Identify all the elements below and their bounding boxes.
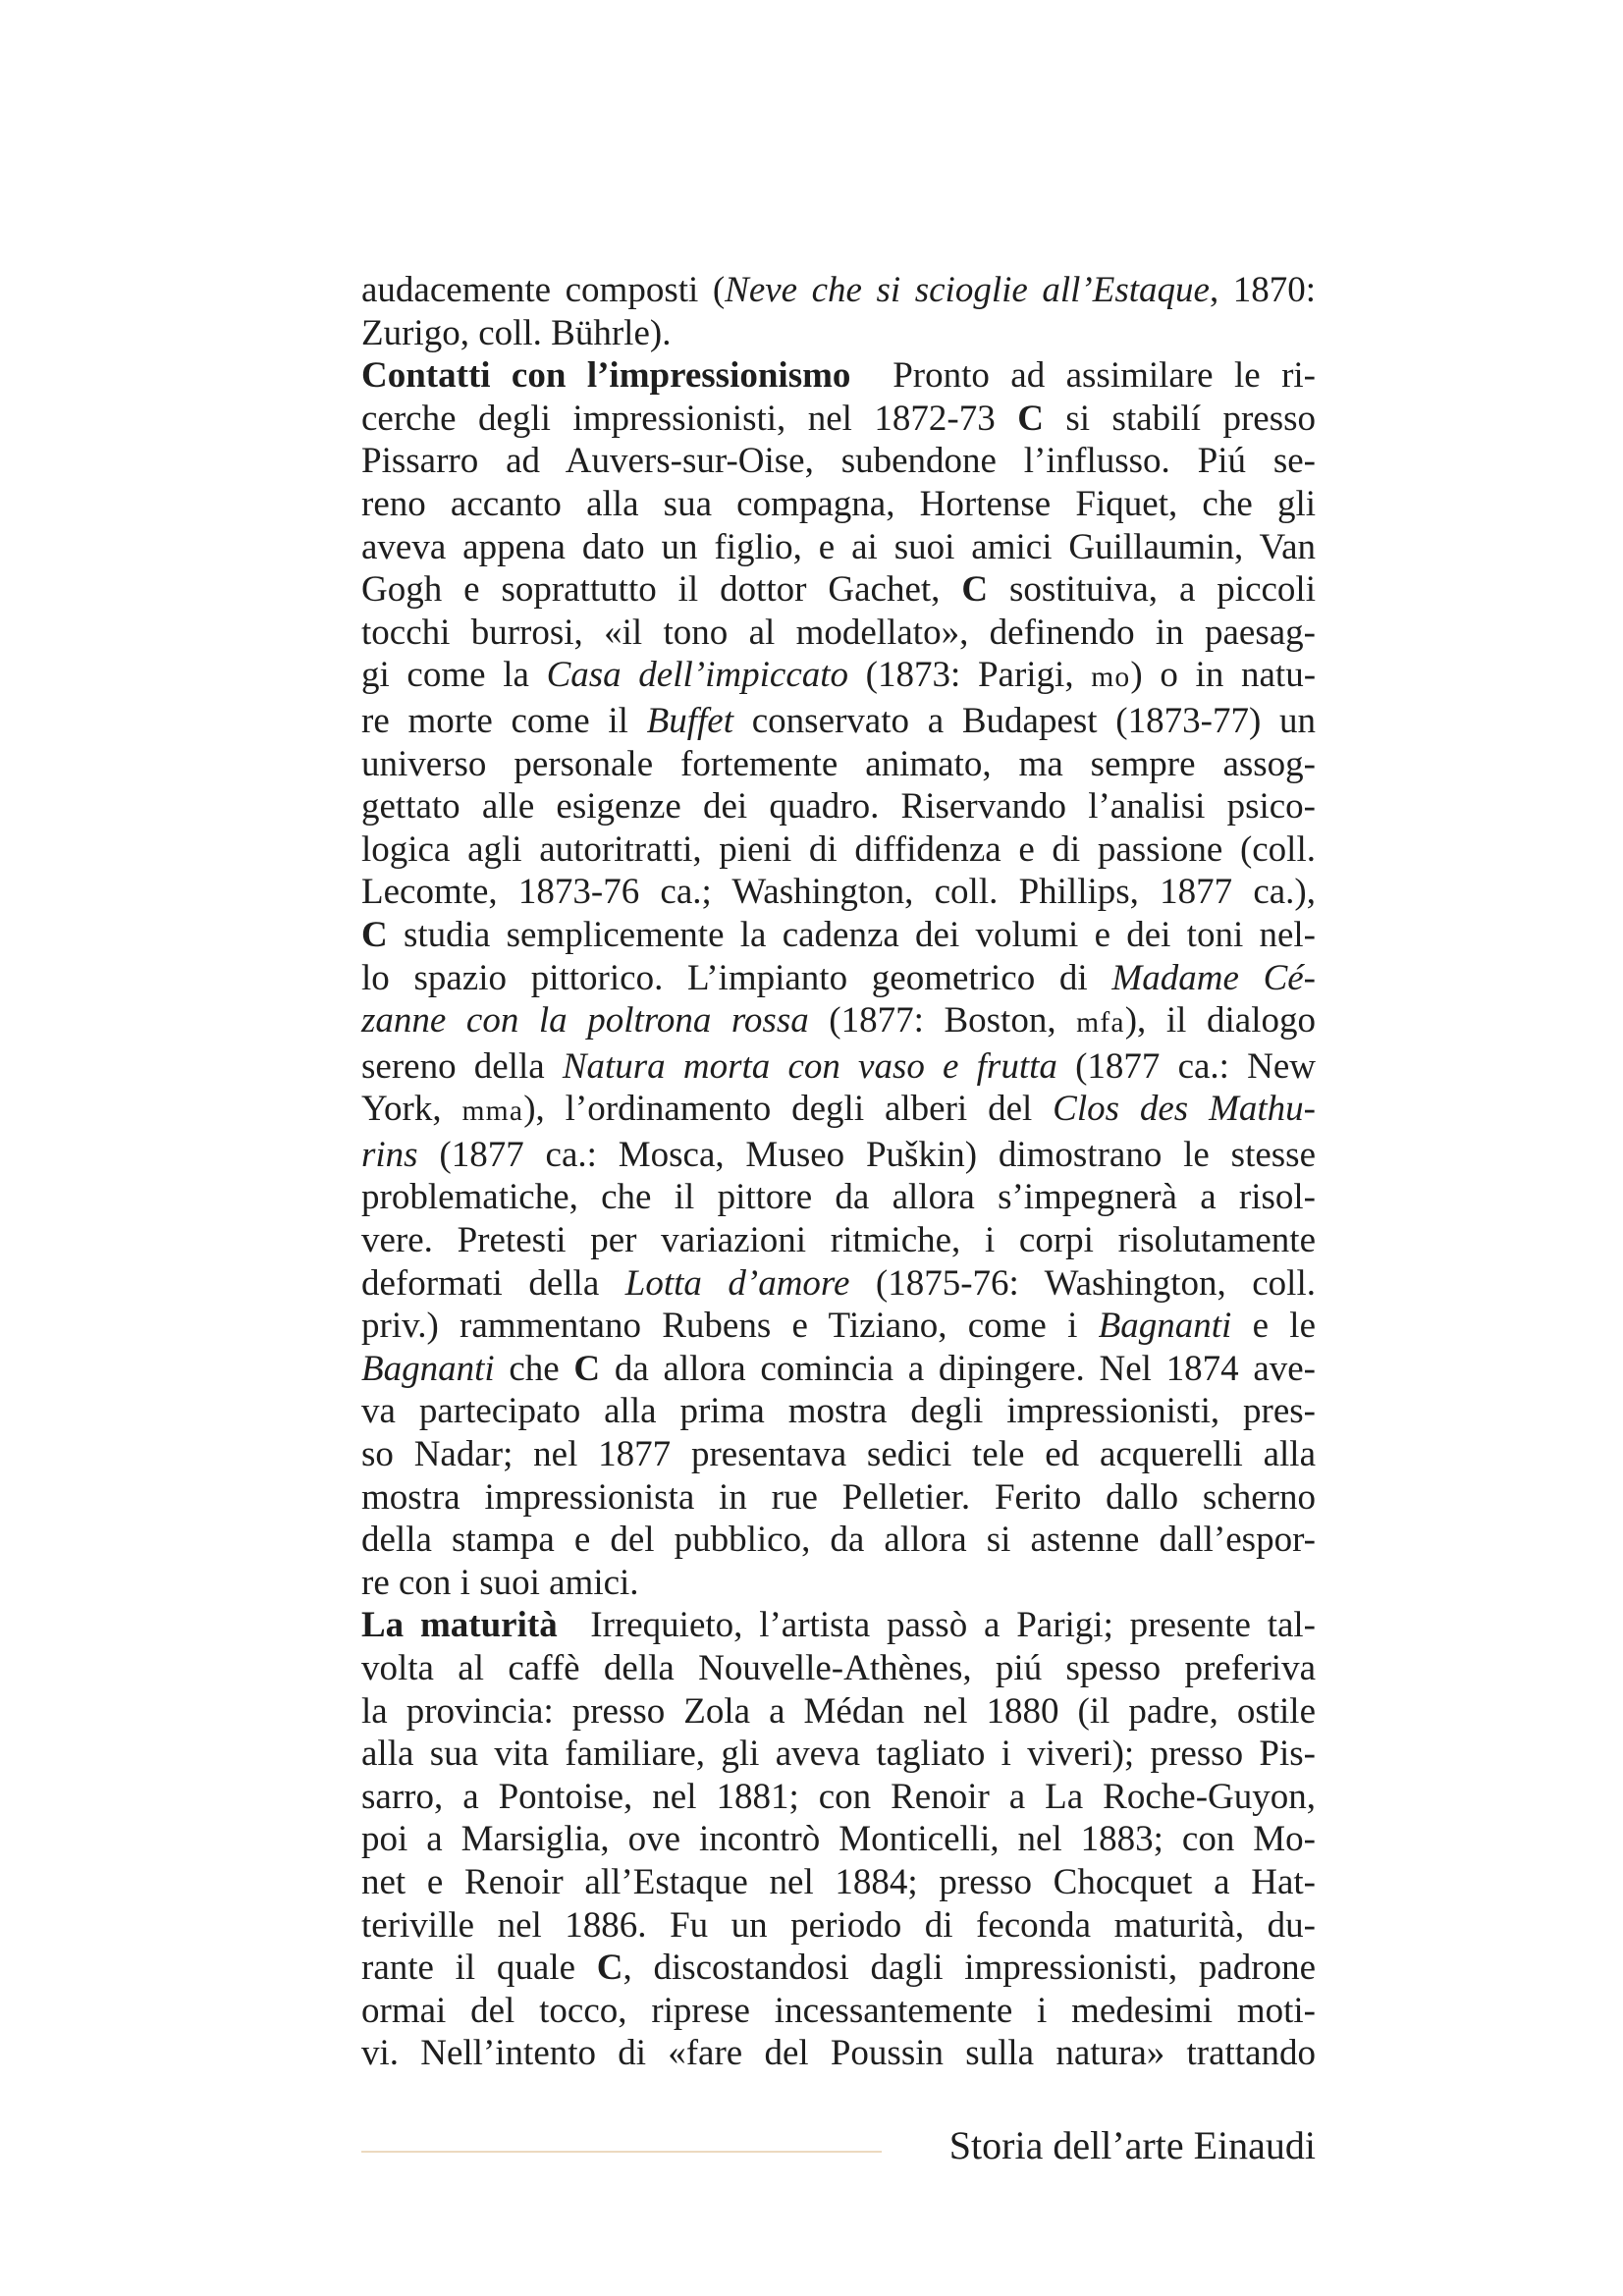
text-run: so Nadar; nel 1877 presentava sedici tele ed acquerelli alla [361,1434,1316,1475]
text-run: audacemente composti ( [361,270,726,310]
text-run: ), il dialogo [1124,1000,1316,1041]
text-line [361,1990,1316,2033]
bold-run: C [1017,398,1044,439]
text-line [361,312,1316,355]
text-line [361,743,1316,786]
text-run: volta al caffè della Nouvelle-Athènes, piú spesso preferiva [361,1648,1316,1688]
text-run: poi a Marsiglia, ove incontrò Monticelli, nel 1883; con Mo- [361,1819,1316,1860]
footer-title: Storia dell’arte Einaudi [948,2123,1316,2167]
bold-run: C [573,1348,601,1389]
text-line [361,828,1316,872]
text-run: vere. Pretesti per variazioni ritmiche, i corpi risolutamente [361,1220,1316,1261]
text-line [361,1904,1316,1948]
text-line [361,1045,1316,1089]
text-run: teriville nel 1886. Fu un periodo di feconda maturità, du- [361,1904,1316,1946]
text-line [361,785,1316,828]
text-line [361,2032,1316,2075]
body-text [361,269,1316,2075]
text-line [361,957,1316,1000]
text-line [361,1519,1316,1562]
text-run: tocchi burrosi, «il tono al modellato», definendo in paesag- [361,612,1316,653]
text-run: re con i suoi amici. [361,1562,639,1603]
text-line [361,654,1316,700]
text-run: mostra impressionista in rue Pelletier. Ferito dallo scherno [361,1476,1316,1518]
bold-run: Contatti con l’impressionismo [361,355,851,397]
smallcaps-run: mma [461,1095,524,1128]
text-run: cerche degli impressionisti, nel 1872-73 [361,398,1018,439]
text-line [361,1690,1316,1734]
text-run: lo spazio pittorico. L’impianto geometrico di [361,957,1112,998]
text-line [361,1088,1316,1134]
text-run: rante il quale [361,1948,597,1989]
italic-run: Clos des Mathu- [1053,1089,1316,1130]
text-run: vi. Nell’intento di «fare del Poussin sulla natura» trattando [361,2033,1316,2074]
text-line [361,1176,1316,1219]
text-run: , 1870: [1209,270,1317,310]
text-line [361,1818,1316,1861]
text-line [361,999,1316,1045]
text-line [361,354,1316,398]
italic-run: Neve che si scioglie all’Estaque [725,270,1210,310]
text-line [361,1348,1316,1391]
italic-run: Madame Cé- [1111,957,1316,998]
text-line [361,612,1316,655]
italic-run: Buffet [646,700,734,741]
italic-run: zanne con la poltrona rossa [361,1000,809,1041]
text-run: Gogh e soprattutto il dottor Gachet, [361,569,962,611]
text-line [361,871,1316,914]
text-run: (1875-76: Washington, coll. [849,1262,1316,1304]
text-line [361,1219,1316,1262]
text-run: ) o in natu- [1130,655,1317,696]
text-run: Zurigo, coll. Bührle). [361,312,672,353]
bold-run: C [961,569,989,611]
bold-run: C [596,1948,623,1989]
footer-rule [361,2151,882,2153]
text-run: gettato alle esigenze dei quadro. Riservando l’analisi psico- [361,786,1316,828]
text-line [361,1733,1316,1776]
text-line [361,1134,1316,1177]
text-run: sereno della [361,1045,563,1087]
text-run: deformati della [361,1262,625,1304]
italic-run: Natura morta con vaso e frutta [562,1045,1057,1087]
text-run: (1877: Boston, [808,1000,1077,1041]
text-run: Lecomte, 1873-76 ca.; Washington, coll. Phillips, 1877 ca.), [361,872,1316,913]
text-run: sarro, a Pontoise, nel 1881; con Renoir a La Roche-Guyon, [361,1776,1316,1817]
text-line [361,1433,1316,1476]
text-line [361,1305,1316,1348]
italic-run: Bagnanti [1098,1306,1232,1347]
text-run: conservato a Budapest (1873-77) un [733,700,1316,741]
text-line [361,914,1316,957]
text-run: la provincia: presso Zola a Médan nel 1880 (il padre, ostile [361,1690,1316,1732]
italic-run: Casa dell’impiccato [546,655,849,696]
text-run: si stabilí presso [1043,398,1316,439]
text-run: reno accanto alla sua compagna, Hortense Fiquet, che gli [361,483,1316,524]
text-run: re morte come il [361,700,647,741]
text-run: Pronto ad assimilare le ri- [850,355,1317,397]
italic-run: Lotta d’amore [624,1262,850,1304]
text-run: (1873: Parigi, [848,655,1092,696]
text-line [361,1947,1316,1990]
text-run: alla sua vita familiare, gli aveva tagliato i viveri); presso Pis- [361,1734,1316,1775]
text-run: della stampa e del pubblico, da allora si astenne dall’espor- [361,1520,1316,1561]
text-run: da allora comincia a dipingere. Nel 1874 ave- [600,1348,1316,1389]
text-line [361,526,1316,569]
text-run: ), l’ordinamento degli alberi del [523,1089,1054,1130]
text-run: ormai del tocco, riprese incessantemente i medesimi moti- [361,1990,1316,2031]
italic-run: Bagnanti [361,1348,495,1389]
text-run: studia semplicemente la cadenza dei volumi e dei toni nel- [387,914,1316,955]
text-run: (1877 ca.: New [1056,1045,1316,1087]
smallcaps-run: mfa [1076,1007,1125,1040]
text-line [361,1861,1316,1904]
text-line [361,269,1316,312]
text-line [361,568,1316,612]
text-line [361,440,1316,483]
text-line [361,1776,1316,1819]
bold-run: C [361,914,388,955]
text-line [361,700,1316,743]
text-line [361,1262,1316,1306]
text-run: priv.) rammentano Rubens e Tiziano, come i [361,1306,1099,1347]
text-run: York, [361,1089,462,1130]
smallcaps-run: mo [1091,662,1131,694]
italic-run: rins [361,1134,418,1175]
text-run: (1877 ca.: Mosca, Museo Puškin) dimostrano le stesse [417,1134,1316,1175]
text-run: Irrequieto, l’artista passò a Parigi; presente tal- [557,1605,1316,1646]
text-run: che [494,1348,574,1389]
text-run: aveva appena dato un figlio, e ai suoi amici Guillaumin, Van [361,526,1316,567]
text-line [361,1390,1316,1433]
text-run: problematiche, che il pittore da allora s’impegnerà a risol- [361,1177,1316,1218]
text-run: net e Renoir all’Estaque nel 1884; presso Chocquet a Hat- [361,1861,1316,1902]
text-run: universo personale fortemente animato, ma sempre assog- [361,743,1316,784]
text-line [361,1562,1316,1605]
text-run: sostituiva, a piccoli [988,569,1316,611]
text-run: Pissarro ad Auvers-sur-Oise, subendone l’influsso. Piú se- [361,441,1316,482]
text-run: , discostandosi dagli impressionisti, padrone [622,1948,1316,1989]
text-run: logica agli autoritratti, pieni di diffidenza e di passione (coll. [361,828,1316,870]
text-line [361,1647,1316,1690]
text-line [361,1604,1316,1647]
text-line [361,398,1316,441]
text-run: gi come la [361,655,547,696]
text-run: va partecipato alla prima mostra degli impressionisti, pres- [361,1391,1316,1432]
text-line [361,483,1316,526]
bold-run: La maturità [361,1605,558,1646]
text-line [361,1476,1316,1520]
text-run: e le [1231,1306,1316,1347]
